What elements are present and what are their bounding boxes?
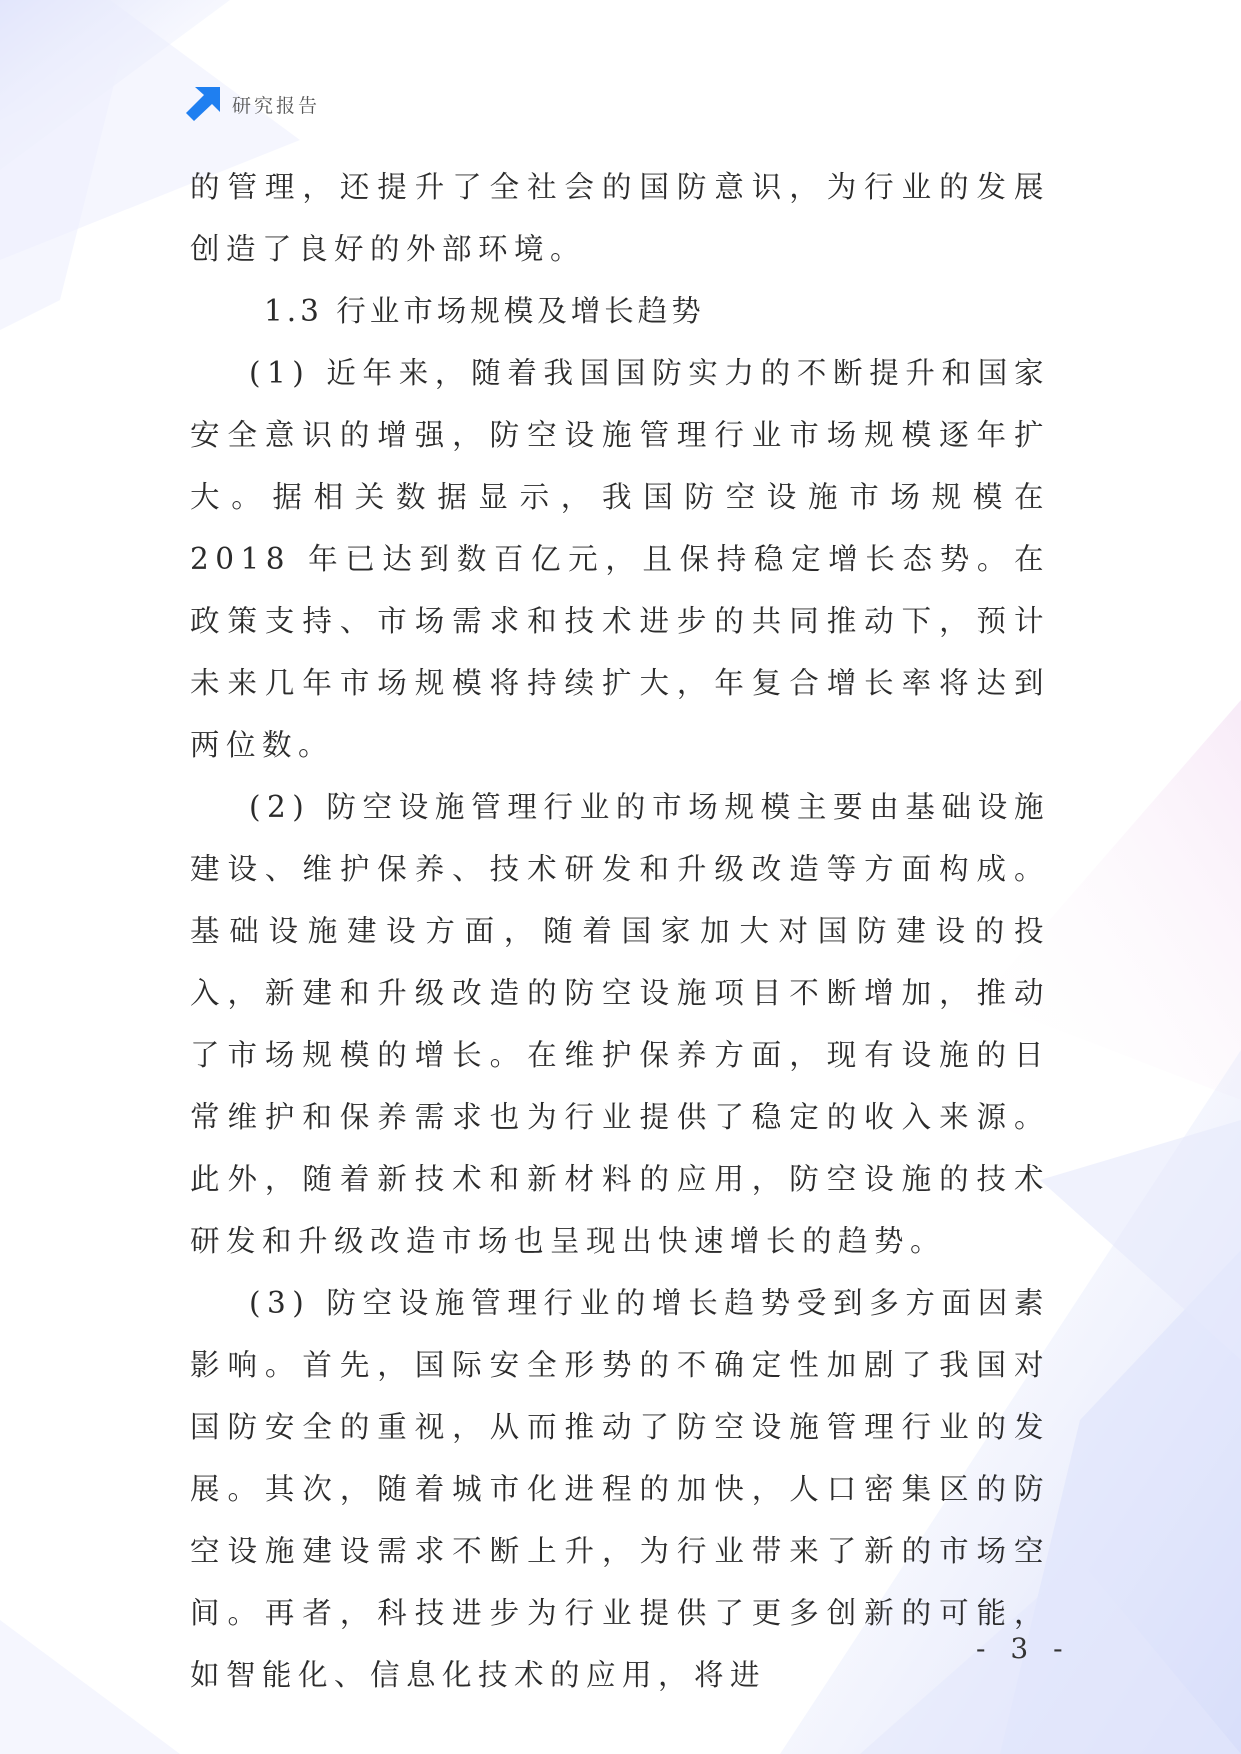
- paragraph-1: (1) 近年来，随着我国国防实力的不断提升和国家安全意识的增强，防空设施管理行业市场规模逐年扩大。据相关数据显示，我国防空设施市场规模在 2018 年已达到数百亿元，且保持稳定增长态势。在政策支持、市场需求和技术进步的共同推动下，预计未来几年市场规模将持续扩大，年复合增长率将达到两位数。: [190, 356, 1050, 762]
- section-heading: 1.3 行业市场规模及增长趋势: [264, 294, 705, 328]
- page-number: - 3 -: [976, 1632, 1071, 1665]
- paragraph-2: (2) 防空设施管理行业的市场规模主要由基础设施建设、维护保养、技术研发和升级改造等方面构成。基础设施建设方面，随着国家加大对国防建设的投入，新建和升级改造的防空设施项目不断增加，推动了市场规模的增长。在维护保养方面，现有设施的日常维护和保养需求也为行业提供了稳定的收入来源。此外，随着新技术和新材料的应用，防空设施的技术研发和升级改造市场也呈现出快速增长的趋势。: [190, 790, 1050, 1258]
- report-header: [186, 86, 320, 122]
- header-title: 研究报告: [232, 94, 321, 117]
- paragraph-3: (3) 防空设施管理行业的增长趋势受到多方面因素影响。首先，国际安全形势的不确定性加剧了我国对国防安全的重视，从而推动了防空设施管理行业的发展。其次，随着城市化进程的加快，人口密集区的防空设施建设需求不断上升，为行业带来了新的市场空间。再者，科技进步为行业提供了更多创新的可能，如智能化、信息化技术的应用，将进: [190, 1286, 1050, 1692]
- arrow-up-right-icon: [186, 87, 220, 121]
- document-body: [190, 156, 1050, 1706]
- paragraph-continuation: 的管理，还提升了全社会的国防意识，为行业的发展创造了良好的外部环境。: [190, 170, 1050, 266]
